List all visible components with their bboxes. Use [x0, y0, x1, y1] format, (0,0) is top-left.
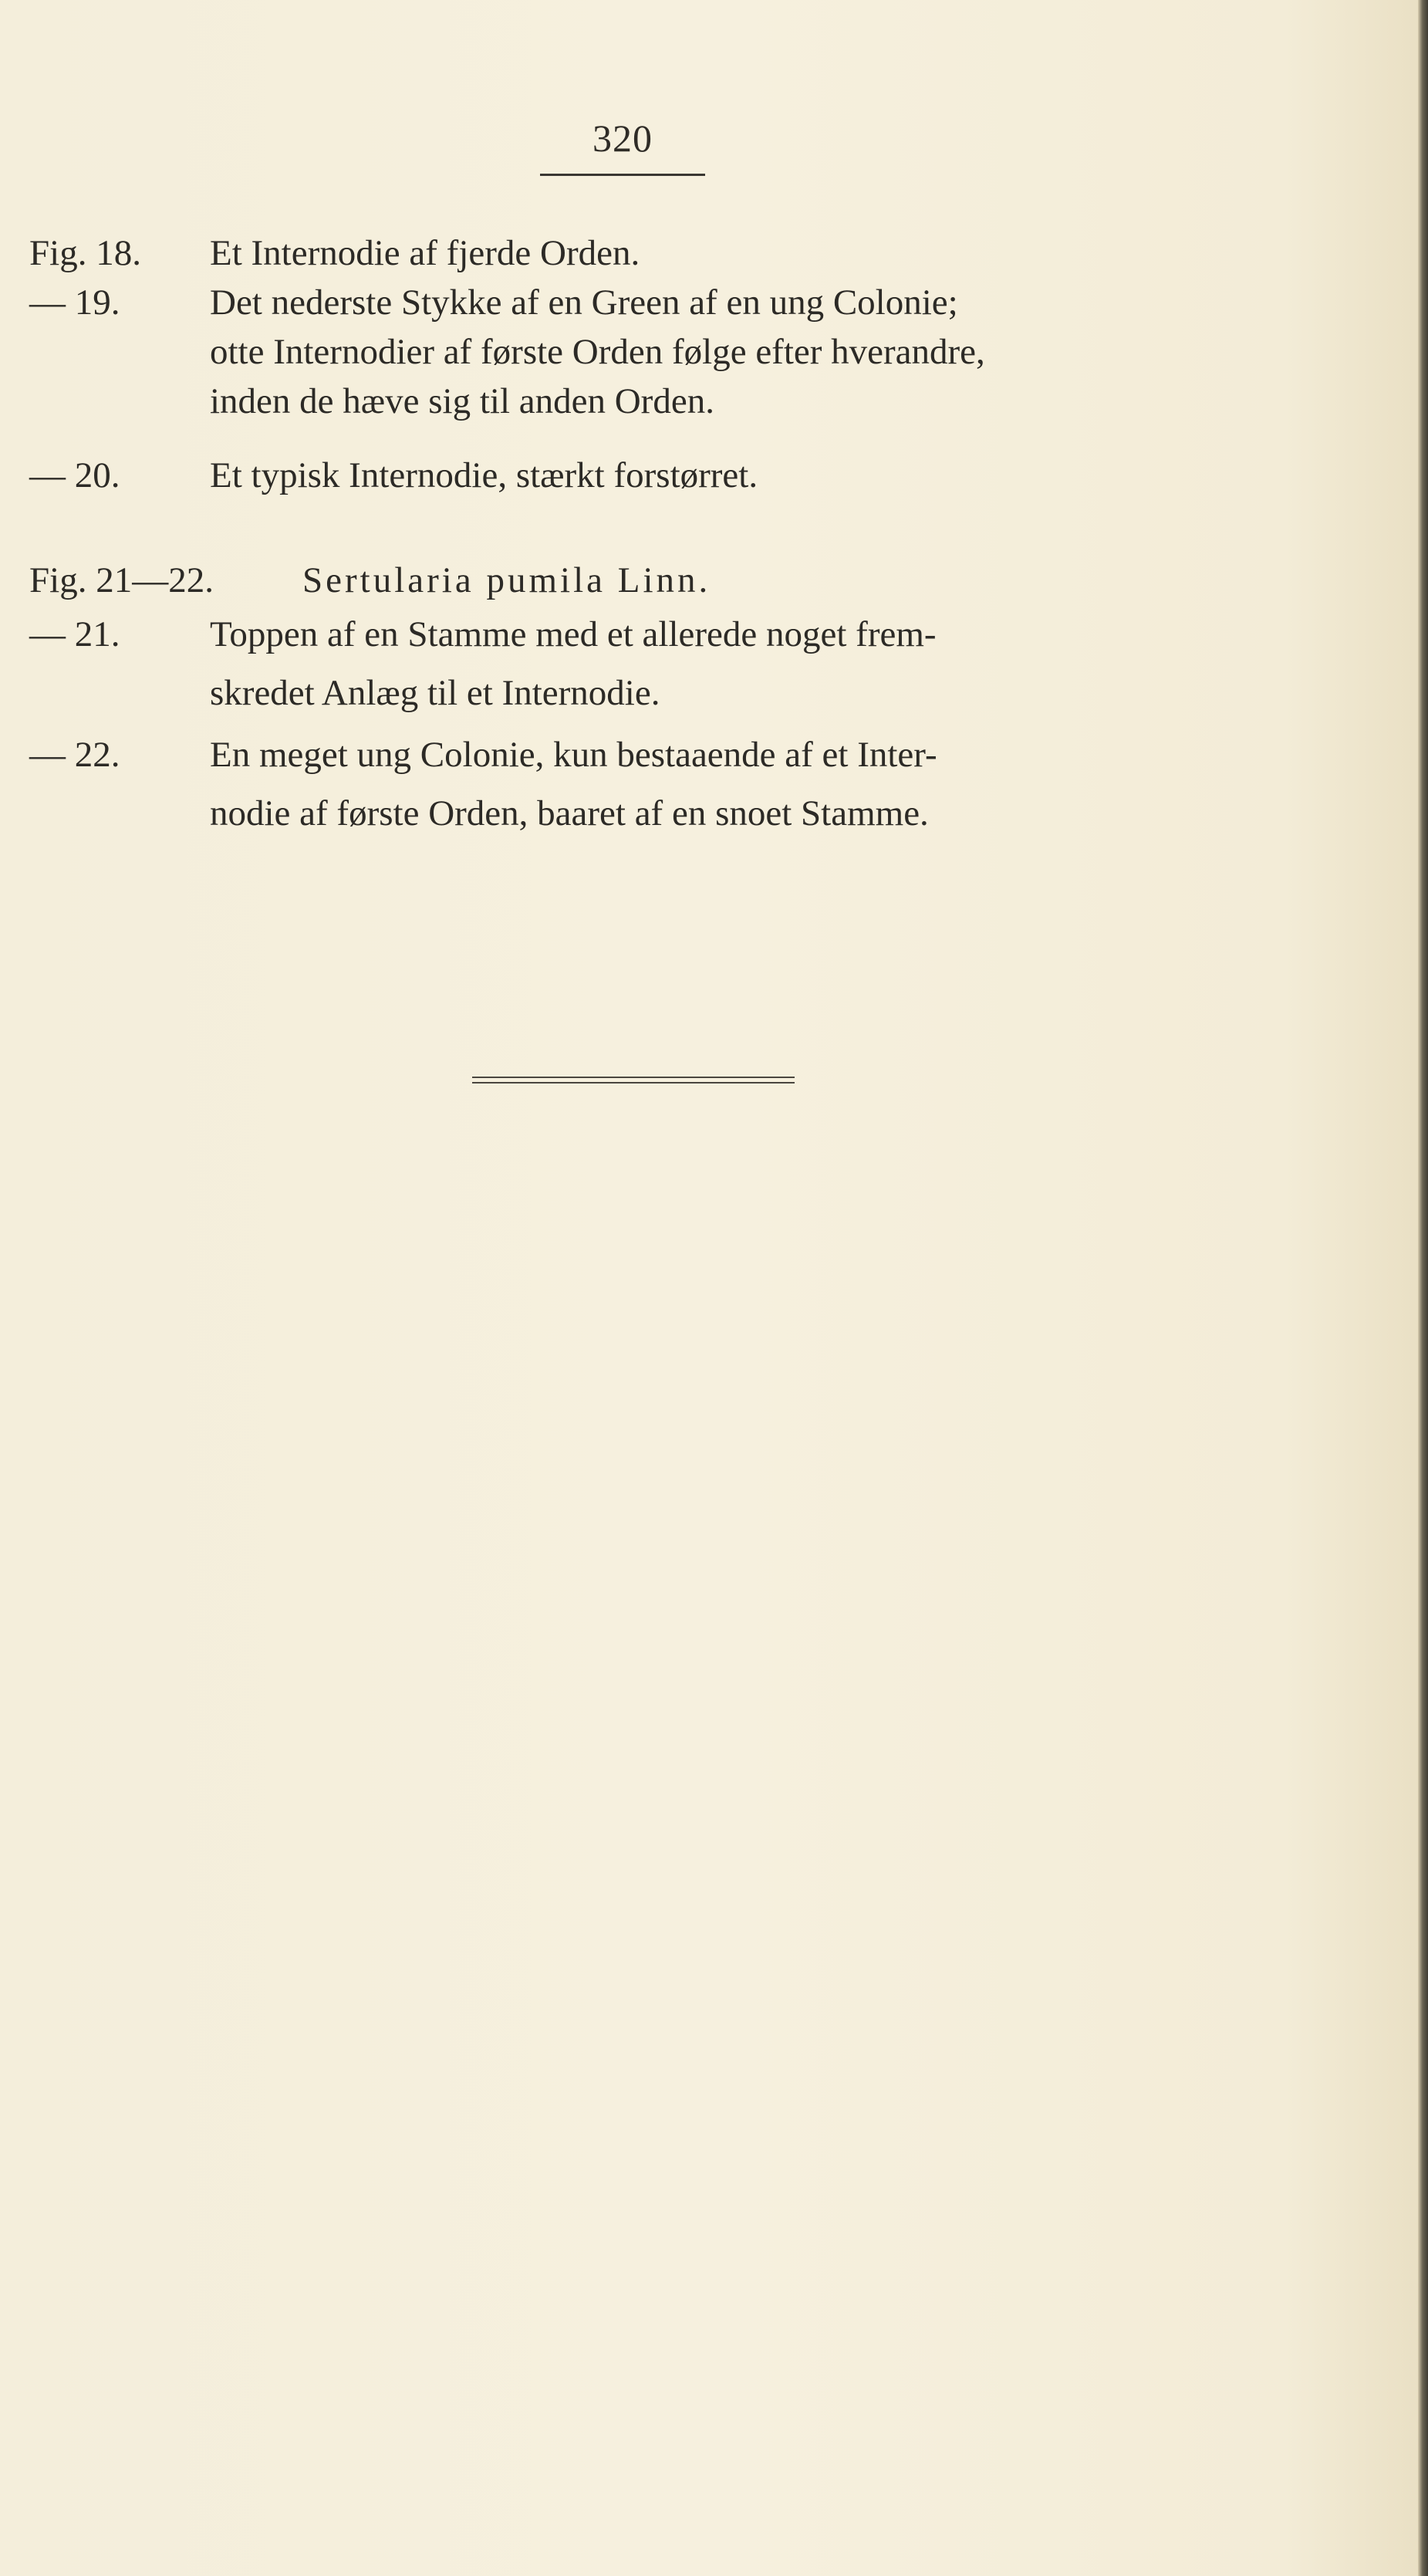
- caption-label: — 19.: [29, 282, 120, 323]
- caption-label: Fig. 21—22.: [29, 560, 214, 600]
- closing-rule-top: [472, 1077, 795, 1078]
- caption-line: Et typisk Internodie, stærkt forstørret.: [210, 455, 758, 495]
- book-edge: [1418, 0, 1428, 2576]
- caption-label: — 20.: [29, 455, 120, 495]
- page-number: 320: [592, 117, 653, 160]
- species-name: Sertularia pumila Linn.: [302, 560, 711, 600]
- caption-line: Det nederste Stykke af en Green af en ung Colonie;: [210, 282, 958, 323]
- caption-line: En meget ung Colonie, kun bestaaende af et Inter-: [210, 735, 937, 775]
- caption-line: Toppen af en Stamme med et allerede noget frem-: [210, 614, 937, 654]
- caption-label: — 22.: [29, 735, 120, 775]
- caption-line: Et Internodie af fjerde Orden.: [210, 233, 640, 273]
- caption-line: skredet Anlæg til et Internodie.: [210, 673, 660, 713]
- caption-line: otte Internodier af første Orden følge efter hverandre,: [210, 332, 985, 372]
- caption-label: Fig. 18.: [29, 233, 141, 273]
- page-number-rule: [540, 174, 705, 176]
- closing-rule-bottom: [472, 1082, 795, 1083]
- caption-line: inden de hæve sig til anden Orden.: [210, 381, 714, 421]
- caption-line: nodie af første Orden, baaret af en snoet Stamme.: [210, 793, 929, 833]
- caption-label: — 21.: [29, 614, 120, 654]
